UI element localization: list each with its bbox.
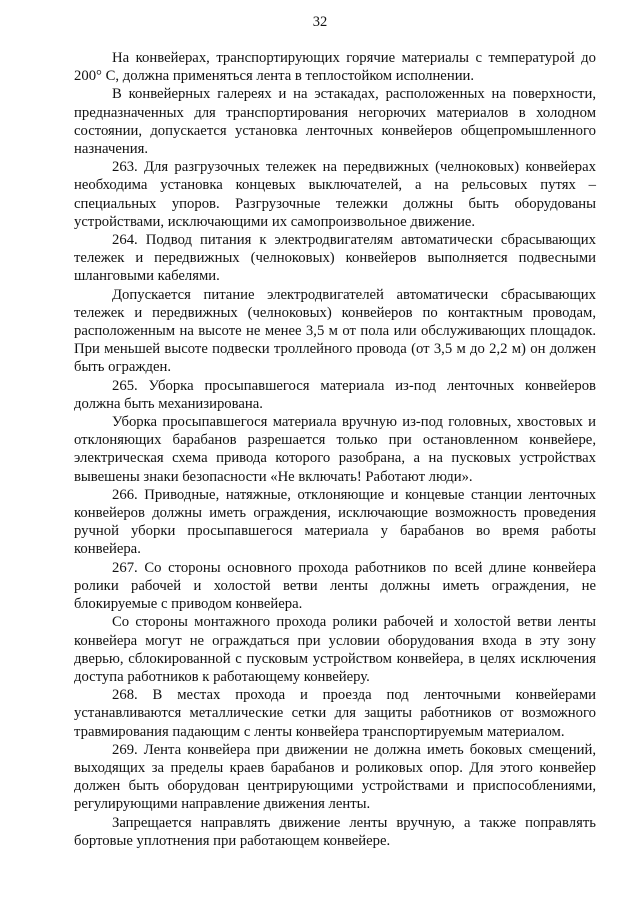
paragraph-269-belt-alignment: 269. Лента конвейера при движении не должна иметь боковых смещений, выходящих за пределы краев барабанов и роликовых опор. Для этого конвейер должен быть оборудован центрирующими устройствами и приспособлениями, регулирующими направление движения ленты. [74, 741, 596, 813]
paragraph-galleries-overpasses: В конвейерных галереях и на эстакадах, расположенных на поверхности, предназначенных для транспортирования негорючих материалов в холодном состоянии, допускается установка ленточных конвейеров общепромышленного назначения. [74, 86, 596, 158]
paragraph-264-power-supply: 264. Подвод питания к электродвигателям автоматически сбрасывающих тележек и передвижных (челноковых) конвейеров выполняется подвесными шланговыми кабелями. [74, 232, 596, 285]
document-body [74, 49, 596, 850]
paragraph-268-protective-nets: 268. В местах прохода и проезда под ленточными конвейерами устанавливаются металлические сетки для защиты работников от возможного травмирования падающим с ленты конвейера транспортируемым материалом. [74, 687, 596, 740]
paragraph-265-spill-cleaning: 265. Уборка просыпавшегося материала из-под ленточных конвейеров должна быть механизирована. [74, 377, 596, 412]
paragraph-manual-cleaning: Уборка просыпавшегося материала вручную из-под головных, хвостовых и отклоняющих барабанов разрешается только при остановленном конвейере, электрическая схема привода которого разобрана, а на пусковых устройствах вывешены знаки безопасности «Не включать! Работают люди». [74, 414, 596, 485]
page-number: 32 [312, 14, 328, 30]
paragraph-heat-resistant-belt: На конвейерах, транспортирующих горячие материалы с температурой до 200° С, должна применяться лента в теплостойком исполнении. [74, 50, 596, 85]
paragraph-manual-steering-prohibited: Запрещается направлять движение ленты вручную, а также поправлять бортовые уплотнения при работающем конвейере. [74, 814, 596, 849]
paragraph-mounting-passage: Со стороны монтажного прохода ролики рабочей и холостой ветви ленты конвейера могут не ограждаться при условии оборудования входа в эту зону дверью, сблокированной с пусковым устройством конвейера, в целях исключения доступа работников к работающему конвейеру. [74, 614, 596, 685]
paragraph-267-main-passage-guards: 267. Со стороны основного прохода работников по всей длине конвейера ролики рабочей и холостой ветви ленты должны иметь ограждения, не блокируемые с приводом конвейера. [74, 559, 596, 613]
paragraph-266-station-guards: 266. Приводные, натяжные, отклоняющие и концевые станции ленточных конвейеров должны иметь ограждения, исключающие возможность проведения ручной уборки просыпавшегося материала у барабанов во время работы конвейера. [74, 486, 596, 558]
paragraph-263-unloading-carriages: 263. Для разгрузочных тележек на передвижных (челноковых) конвейерах необходима установка концевых выключателей, а на рельсовых путях – специальных упоров. Разгрузочные тележки должны быть оборудованы устройствами, исключающими их самопроизвольное движение. [74, 159, 596, 230]
paragraph-contact-wires: Допускается питание электродвигателей автоматически сбрасывающих тележек и передвижных (челноковых) конвейеров по контактным проводам, расположенным на высоте не менее 3,5 м от пола или обслуживающих площадок. При меньшей высоте подвески троллейного провода (от 3,5 м до 2,2 м) он должен быть огражден. [74, 286, 596, 376]
